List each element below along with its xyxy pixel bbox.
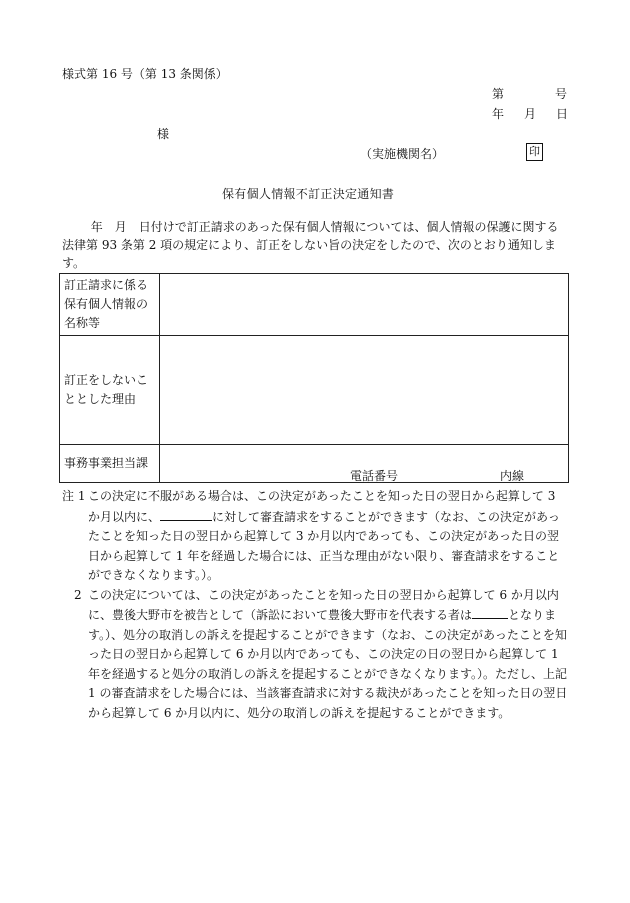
decision-table (59, 273, 569, 483)
note-1-number: 注 1 (62, 489, 86, 503)
note-1 (62, 487, 569, 586)
note-1-text-b: に対して審査請求をすることができます（なお、この決定があったことを知った日の翌日から起算して 3 か月以内であっても、この決定があった日の翌日から起算して 1 年を経過した場合には、正当な理由がない限り、審査請求をすることができなくなります。）。 (88, 509, 560, 582)
label-line: ととした理由 (64, 392, 137, 406)
intro-paragraph (62, 218, 569, 272)
document-title: 保有個人情報不訂正決定通知書 (222, 187, 395, 201)
blank-field-review-authority[interactable] (160, 507, 212, 521)
note-2-text-a: この決定については、この決定があったことを知った日の翌日から起算して 6 か月以内に、豊後大野市を被告として（訴訟において豊後大野市を代表する者は (88, 587, 559, 622)
label-info-name (60, 274, 160, 336)
value-department[interactable] (160, 445, 569, 483)
addressee-suffix: 様 (157, 127, 170, 141)
intro-text: 年 月 日付けで訂正請求のあった保有個人情報については、個人情報の保護に関する法律第 93 条第 2 項の規定により、訂正をしない旨の決定をしたので、次のとおり通知します。 (62, 220, 559, 270)
notes-section (62, 487, 569, 723)
label-line: 名称等 (64, 316, 101, 330)
date-day-label: 日 (556, 107, 569, 121)
note-2 (62, 586, 569, 724)
note-1-text-a: この決定に不服がある場合は、この決定があったことを知った日の翌日から起算して 3 か月以内に、 (88, 489, 556, 524)
table-row-department (60, 445, 569, 483)
seal-mark: 印 (526, 143, 543, 161)
number-prefix: 第 (492, 87, 505, 101)
date-month-label: 月 (524, 107, 537, 121)
label-department: 事務事業担当課 (60, 445, 160, 483)
form-number: 様式第 16 号（第 13 条関係） (62, 67, 228, 81)
note-2-text-b: となります。）、処分の取消しの訴えを提起することができます（なお、この決定があったことを知った日の翌日から起算して 6 か月以内であっても、この決定の日の翌日から起算して 1 年を経過すると処分の取消しの訴えを提起することができなくなります。）。ただし、上記 1 の審査請求をした場合には、当該審査請求に対する裁決があったことを知った日の翌日から起算して 6 か月以内に、処分の取消しの訴えを提起することができます。 (88, 608, 568, 720)
label-reason (60, 336, 160, 445)
table-row-reason (60, 336, 569, 445)
value-info-name[interactable] (160, 274, 569, 336)
label-line: 訂正請求に係る (64, 278, 149, 292)
phone-label: 電話番号 (350, 469, 399, 483)
label-line: 訂正をしないこ (64, 373, 149, 387)
blank-field-representative[interactable] (472, 605, 508, 619)
agency-name-label: （実施機関名） (360, 147, 445, 161)
extension-label: 内線 (500, 469, 525, 483)
date-year-label: 年 (492, 107, 505, 121)
table-row-info-name (60, 274, 569, 336)
note-2-number: 2 (74, 587, 82, 602)
label-line: 保有個人情報の (64, 297, 149, 311)
number-suffix: 号 (555, 87, 568, 101)
value-reason[interactable] (160, 336, 569, 445)
